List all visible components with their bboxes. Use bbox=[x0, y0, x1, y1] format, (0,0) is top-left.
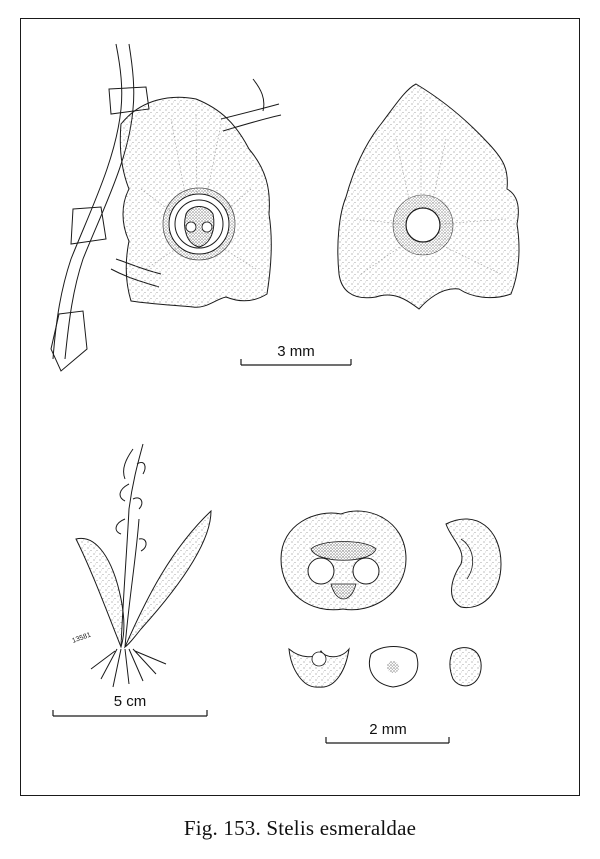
petal-side-view bbox=[446, 519, 501, 608]
column-detail bbox=[289, 649, 349, 687]
scale-bar-5cm bbox=[53, 710, 207, 716]
lip-and-petals-detail bbox=[281, 511, 406, 610]
figure-caption: Fig. 153. Stelis esmeraldae bbox=[183, 816, 417, 840]
collector-number: 13581 bbox=[71, 631, 92, 645]
scale-label-3mm: 3 mm bbox=[277, 343, 315, 360]
plant-habit bbox=[76, 444, 211, 687]
figure-plate bbox=[20, 18, 580, 796]
flower-front-view bbox=[120, 97, 271, 307]
scale-label-2mm: 2 mm bbox=[369, 721, 407, 738]
lip-detail bbox=[369, 647, 417, 688]
flower-back-view bbox=[338, 84, 519, 309]
botanical-illustration bbox=[21, 19, 581, 797]
scale-label-5cm: 5 cm bbox=[113, 693, 147, 710]
anther-detail bbox=[450, 648, 481, 686]
